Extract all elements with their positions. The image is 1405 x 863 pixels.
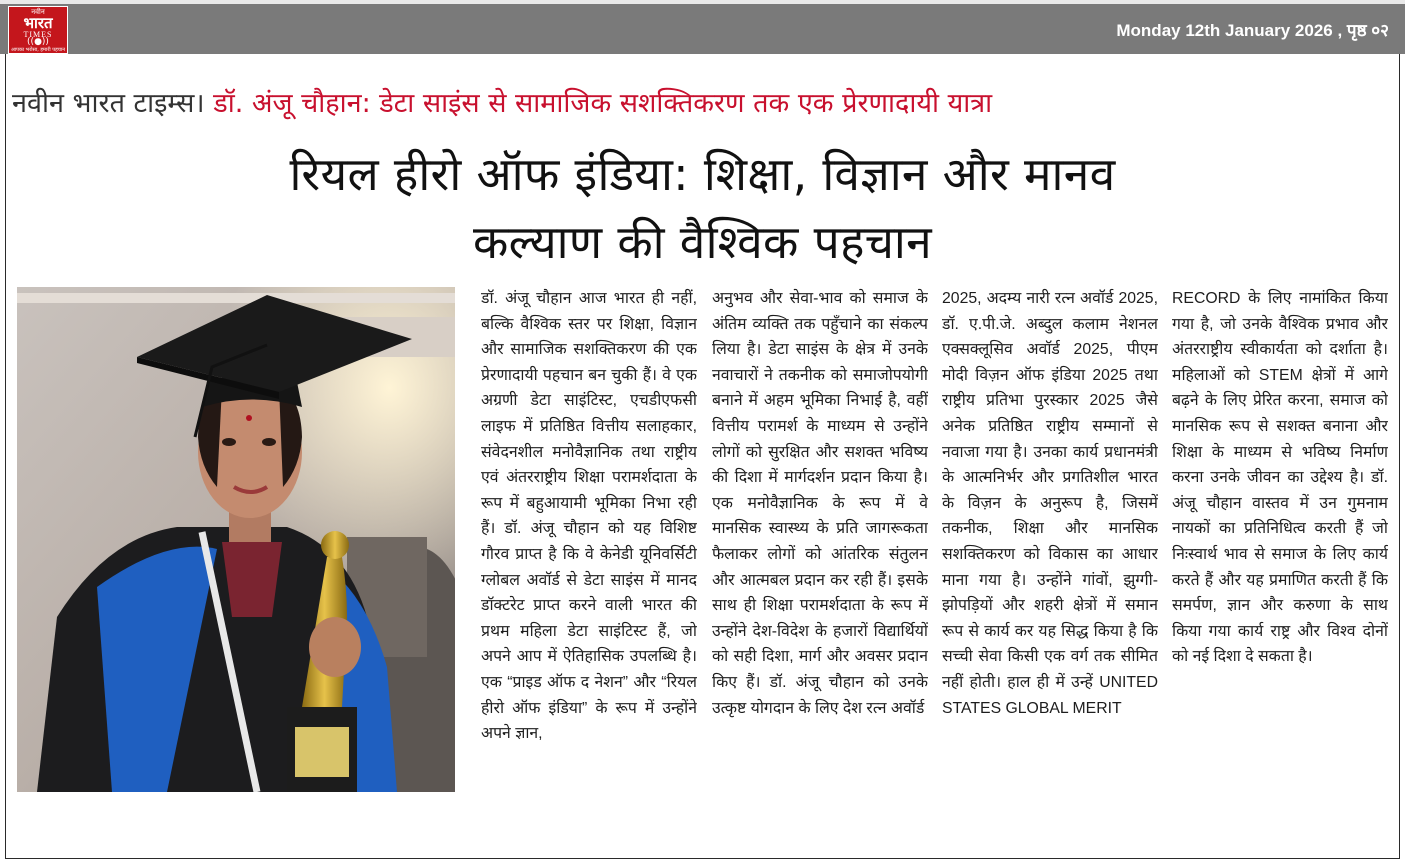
headline-line-2: कल्याण की वैश्विक पहचान <box>473 215 932 269</box>
masthead-bar <box>0 0 1405 54</box>
graduate-portrait-image <box>17 287 455 792</box>
logo-main-text: भारत <box>23 14 53 32</box>
logo-tagline: आपका भरोसा, हमारी पहचान <box>11 47 65 53</box>
article-column-4: RECORD के लिए नामांकित किया गया है, जो उनके वैश्विक प्रभाव और अंतरराष्ट्रीय स्वीकार्यता को दर्शाता है। महिलाओं को STEM क्षेत्रों में आगे बढ़ने के लिए प्रेरित करना, समाज को मानसिक रूप से सशक्त बनाना और शिक्षा के माध्यम से भविष्य निर्माण करना उनके जीवन का उद्देश्य है। डॉ. अंजू चौहान वास्तव में उन गुमनाम नायकों का प्रतिनिधित्व करती हैं जो निःस्वार्थ भाव से समाज के लिए कार्य करते हैं और यह प्रमाणित करती हैं कि समर्पण, ज्ञान और करुणा के साथ किया गया कार्य राष्ट्र और विश्व दोनों को नई दिशा दे सकता है। <box>1172 290 1388 666</box>
dateline: Monday 12th January 2026 , पृष्ठ ०२ <box>1116 21 1389 40</box>
source-label: नवीन भारत टाइम्स। <box>12 88 205 119</box>
kicker-line <box>12 86 992 122</box>
article-column-2: अनुभव और सेवा-भाव को समाज के अंतिम व्यक्ति तक पहुँचाने का संकल्प लिया है। डेटा साइंस के क्षेत्र में उनके नवाचारों ने तकनीक को समाजोपयोगी बनाने में अहम भूमिका निभाई है, वहीं वित्तीय परामर्श के माध्यम से उन्होंने लोगों को सुरक्षित और सशक्त भविष्य की दिशा में मार्गदर्शन प्रदान किया है। एक मनोवैज्ञानिक के रूप में वे मानसिक स्वास्थ्य के प्रति जागरूकता फैलाकर लोगों को आंतरिक संतुलन और आत्मबल प्रदान कर रही हैं। इसके साथ ही शिक्षा परामर्शदाता के रूप में उन्होंने देश-विदेश के हजारों विद्यार्थियों को सही दिशा, मार्ग और अवसर प्रदान किए हैं। डॉ. अंजू चौहान को उनके उत्कृष्ट योगदान के लिए देश रत्न अवॉर्ड <box>712 290 928 717</box>
broadcast-icon: ((●)) <box>27 37 49 47</box>
page-title <box>20 140 1385 276</box>
headline-line-1: रियल हीरो ऑफ इंडिया: शिक्षा, विज्ञान और मानव <box>289 147 1116 201</box>
article-column-3: 2025, अदम्य नारी रत्न अवॉर्ड 2025, डॉ. ए.पी.जे. अब्दुल कलाम नेशनल एक्सक्लूसिव अवॉर्ड 2025, पीएम मोदी विज़न ऑफ इंडिया 2025 तथा राष्ट्रीय प्रतिभा पुरस्कार 2025 जैसे अनेक प्रतिष्ठित राष्ट्रीय सम्मानों से नवाजा गया है। उनका कार्य प्रधानमंत्री के आत्मनिर्भर और प्रगतिशील भारत के विज़न के अनुरूप है, जिसमें तकनीक, शिक्षा और मानसिक सशक्तिकरण को विकास का आधार माना गया है। उन्होंने गांवों, झुग्गी-झोपड़ियों और शहरी क्षेत्रों में समान रूप से कार्य कर यह सिद्ध किया है कि सच्ची सेवा किसी एक वर्ग तक सीमित नहीं होती। हाल ही में उन्हें UNITED STATES GLOBAL MERIT <box>942 290 1158 717</box>
logo-small-text: नवीन <box>31 8 45 16</box>
kicker-text: डॉ. अंजू चौहान: डेटा साइंस से सामाजिक सशक्तिकरण तक एक प्रेरणादायी यात्रा <box>213 88 993 119</box>
article-column-1: डॉ. अंजू चौहान आज भारत ही नहीं, बल्कि वैश्विक स्तर पर शिक्षा, विज्ञान और सामाजिक सशक्तिकरण की एक प्रेरणादायी पहचान बन चुकी हैं। वे एक अग्रणी डेटा साइंटिस्ट, एचडीएफसी लाइफ में प्रतिष्ठित वित्तीय सलाहकार, संवेदनशील मनोवैज्ञानिक तथा राष्ट्रीय एवं अंतरराष्ट्रीय शिक्षा परामर्शदाता के रूप में बहुआयामी भूमिका निभा रही हैं। डॉ. अंजू चौहान को यह विशिष्ट गौरव प्राप्त है कि वे केनेडी यूनिवर्सिटी ग्लोबल अवॉर्ड से डेटा साइंस में मानद डॉक्टरेट प्राप्त करने वाली भारत की प्रथम महिला डेटा साइंटिस्ट हैं, जो अपने आप में ऐतिहासिक उपलब्धि है। एक “प्राइड ऑफ द नेशन” और “रियल हीरो ऑफ इंडिया” के रूप में उन्होंने अपने ज्ञान, <box>481 290 697 743</box>
article-photo <box>17 287 455 792</box>
logo-english-text: TIMES <box>23 30 53 39</box>
newspaper-logo[interactable] <box>8 6 68 54</box>
